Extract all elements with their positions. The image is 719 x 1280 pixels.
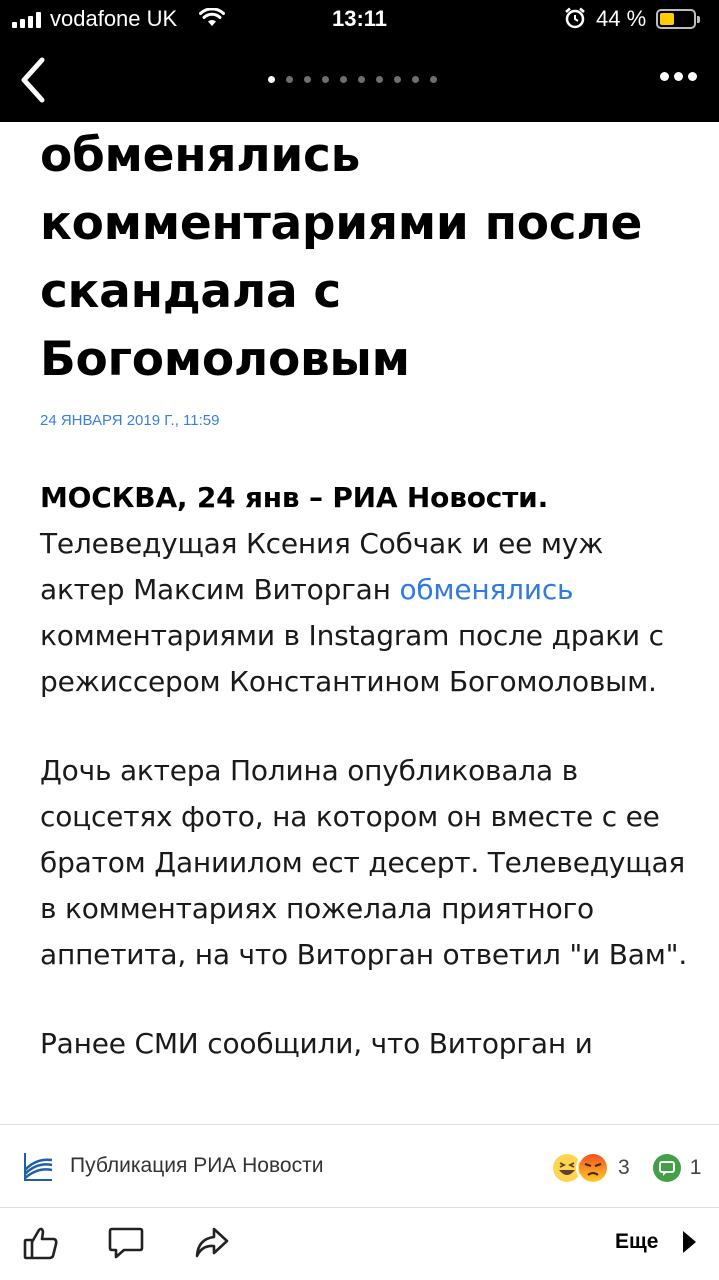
publication-bar: [0, 1124, 719, 1208]
page-dot: [430, 76, 437, 83]
comments-count: 1: [689, 1156, 702, 1179]
page-dot: [394, 76, 401, 83]
back-button[interactable]: [14, 56, 54, 104]
battery-percent: 44 %: [596, 6, 647, 31]
share-button[interactable]: [194, 1226, 230, 1260]
article-paragraph-2: Дочь актера Полина опубликовала в соцсетях фото, на котором он вместе с ее братом Даниилом ест десерт. Телеведущая в комментариях пожелала приятного аппетита, на что Виторган ответил "и Вам".: [40, 754, 688, 971]
clock: 13:11: [331, 6, 388, 31]
article-title: обменялись комментариями после скандала с Богомоловым: [40, 128, 643, 387]
battery-icon: [656, 9, 696, 29]
alarm-icon: [564, 7, 586, 29]
article-date: 24 ЯНВАРЯ 2019 Г., 11:59: [40, 412, 220, 429]
page-dot: [412, 76, 419, 83]
article-inline-link[interactable]: обменялись: [399, 573, 574, 606]
comment-button[interactable]: [108, 1226, 144, 1260]
more-options-button[interactable]: [660, 72, 697, 81]
page-dot: [286, 76, 293, 83]
publication-source[interactable]: Публикация РИА Новости: [70, 1154, 324, 1177]
page-dot: [358, 76, 365, 83]
carrier-name: vodafone UK: [50, 6, 178, 31]
more-button-label[interactable]: Еще: [615, 1230, 659, 1253]
ria-logo-icon: [22, 1150, 54, 1182]
page-indicator: [268, 76, 437, 83]
battery-level-fill: [660, 13, 674, 25]
page-dot: [304, 76, 311, 83]
top-bar: [0, 0, 719, 122]
reactions-summary[interactable]: [550, 1151, 701, 1185]
page-dot: [268, 76, 275, 83]
like-button[interactable]: [22, 1224, 60, 1262]
action-bar: [0, 1208, 719, 1280]
lead-text-end: комментариями в Instagram после драки с режиссером Константином Богомоловым.: [40, 619, 664, 698]
article-paragraph-3: Ранее СМИ сообщили, что Виторган и: [40, 1027, 593, 1060]
page-dot: [376, 76, 383, 83]
page-dot: [340, 76, 347, 83]
reactions-count: 3: [618, 1156, 630, 1179]
lead-text-start: Телеведущая Ксения Собчак и ее муж актер Максим Виторган: [40, 527, 604, 606]
status-bar: [0, 0, 719, 40]
angry-emoji-icon: [576, 1151, 610, 1185]
article-lead-paragraph: [40, 475, 690, 705]
lead-dateline: МОСКВА, 24 янв – РИА Новости.: [40, 481, 549, 514]
comment-badge-icon: [652, 1153, 682, 1183]
article: [40, 122, 690, 1067]
page-dot: [322, 76, 329, 83]
chevron-right-icon[interactable]: [680, 1229, 698, 1255]
